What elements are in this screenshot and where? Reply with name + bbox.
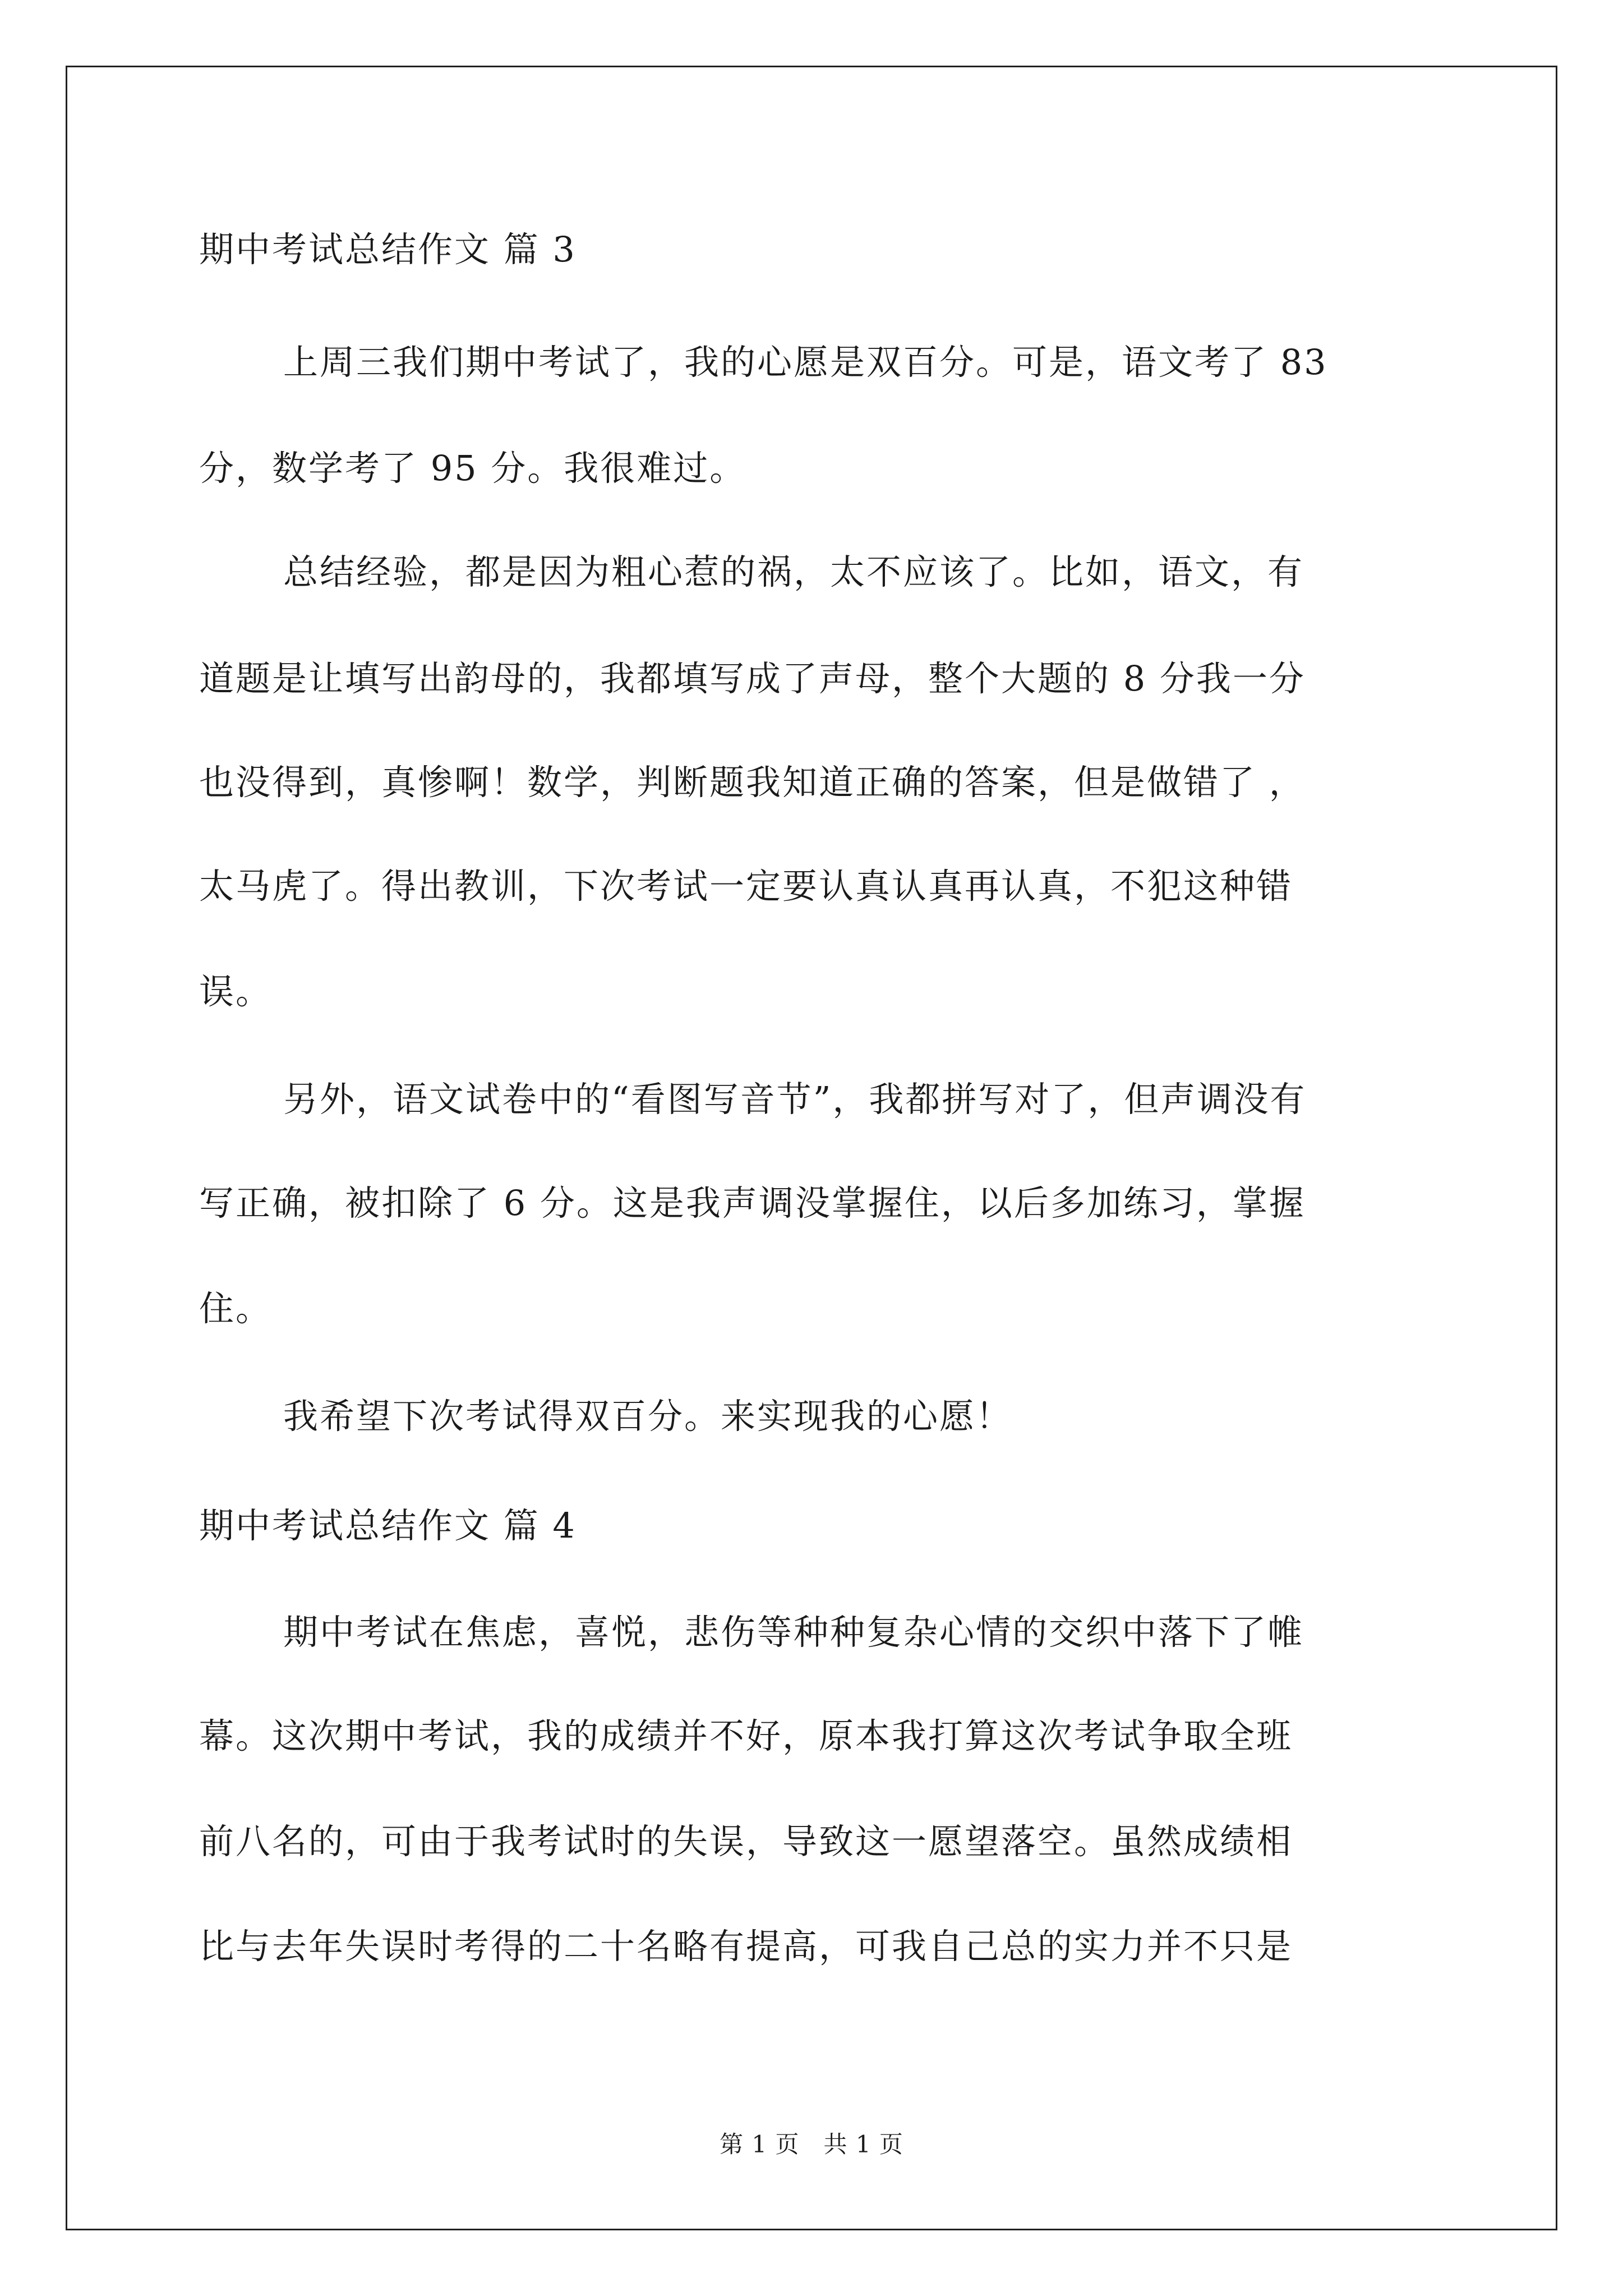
paragraph-line: 另外，语文试卷中的“看图写音节”，我都拼写对了，但声调没有 <box>283 1079 1307 1120</box>
paragraph-line: 住。 <box>199 1288 273 1329</box>
paragraph-line: 写正确，被扣除了 6 分。这是我声调没掌握住，以后多加练习，掌握 <box>199 1182 1306 1223</box>
page-footer: 第 1 页 共 1 页 <box>720 2131 903 2158</box>
paragraph-line: 总结经验，都是因为粗心惹的祸，太不应该了。比如，语文，有 <box>283 551 1304 592</box>
paragraph-line: 分，数学考了 95 分。我很难过。 <box>199 448 746 489</box>
page-border <box>66 66 1557 2230</box>
paragraph-line: 道题是让填写出韵母的，我都填写成了声母，整个大题的 8 分我一分 <box>199 658 1306 699</box>
section-heading-3: 期中考试总结作文 篇 3 <box>199 229 577 270</box>
paragraph-line: 我希望下次考试得双百分。来实现我的心愿！ <box>283 1396 1013 1437</box>
paragraph-line: 上周三我们期中考试了，我的心愿是双百分。可是，语文考了 83 <box>283 342 1328 383</box>
paragraph-line: 幕。这次期中考试，我的成绩并不好，原本我打算这次考试争取全班 <box>199 1715 1293 1756</box>
paragraph-line: 太马虎了。得出教训，下次考试一定要认真认真再认真，不犯这种错 <box>199 866 1293 907</box>
section-heading-4: 期中考试总结作文 篇 4 <box>199 1505 577 1546</box>
paragraph-line: 误。 <box>199 971 273 1012</box>
paragraph-line: 期中考试在焦虑，喜悦，悲伤等种种复杂心情的交织中落下了帷 <box>283 1612 1304 1653</box>
paragraph-line: 前八名的，可由于我考试时的失误，导致这一愿望落空。虽然成绩相 <box>199 1821 1293 1862</box>
paragraph-line: 比与去年失误时考得的二十名略有提高，可我自己总的实力并不只是 <box>199 1926 1293 1967</box>
paragraph-line: 也没得到，真惨啊！数学，判断题我知道正确的答案，但是做错了 ， <box>199 762 1306 803</box>
